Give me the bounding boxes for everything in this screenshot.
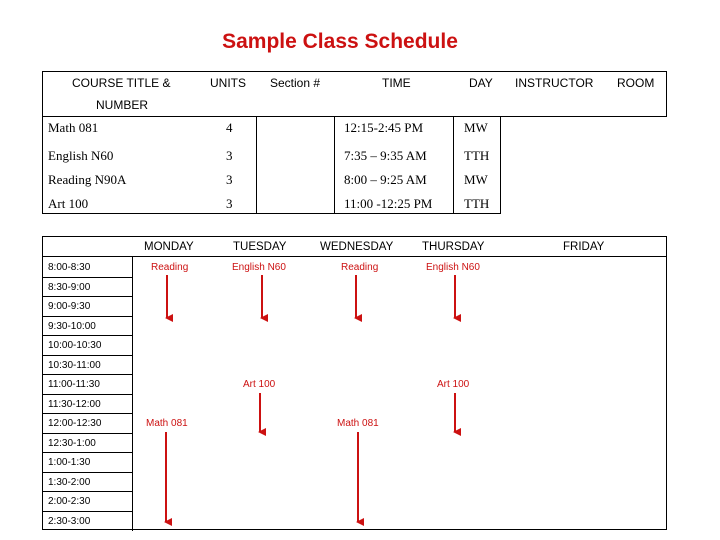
course-row-3-day: MW xyxy=(464,172,488,187)
course-row-4-title: Art 100 xyxy=(48,196,89,211)
time-slot-label: 8:30-9:00 xyxy=(48,282,91,293)
time-slot-label: 8:00-8:30 xyxy=(48,262,91,273)
course-row-3-time: 8:00 – 9:25 AM xyxy=(344,172,427,187)
time-slot-label: 12:30-1:00 xyxy=(48,438,96,449)
course-row-1-day: MW xyxy=(464,120,488,135)
course-row-2-title: English N60 xyxy=(48,148,114,163)
header-course-title: COURSE TITLE & xyxy=(72,76,171,90)
time-slot-label: 9:00-9:30 xyxy=(48,301,91,312)
entry-wednesday-math: Math 081 xyxy=(337,418,379,429)
course-row-1-title: Math 081 xyxy=(48,120,99,135)
entry-tuesday-english: English N60 xyxy=(232,262,286,273)
time-slot-label: 9:30-10:00 xyxy=(48,321,96,332)
time-slot-label: 2:00-2:30 xyxy=(48,496,91,507)
header-instructor: INSTRUCTOR xyxy=(515,76,594,90)
header-units: UNITS xyxy=(210,76,246,90)
course-row-2-units: 3 xyxy=(226,148,233,163)
time-slot-label: 10:30-11:00 xyxy=(48,360,101,371)
header-time: TIME xyxy=(382,76,411,90)
entry-thursday-art: Art 100 xyxy=(437,379,470,390)
time-slot-label: 12:00-12:30 xyxy=(48,418,102,429)
day-header-wednesday: WEDNESDAY xyxy=(320,241,394,253)
header-section: Section # xyxy=(270,76,321,90)
time-slot-label: 1:30-2:00 xyxy=(48,477,91,488)
course-row-4-units: 3 xyxy=(226,196,233,211)
course-row-1-time: 12:15-2:45 PM xyxy=(344,120,424,135)
header-day: DAY xyxy=(469,76,493,90)
course-row-3-units: 3 xyxy=(226,172,233,187)
time-slot-label: 11:30-12:00 xyxy=(48,399,101,410)
time-slot-label: 2:30-3:00 xyxy=(48,516,91,527)
time-slot-label: 10:00-10:30 xyxy=(48,340,102,351)
course-row-3-title: Reading N90A xyxy=(48,172,127,187)
course-row-2-time: 7:35 – 9:35 AM xyxy=(344,148,427,163)
course-row-1-units: 4 xyxy=(226,120,233,135)
entry-wednesday-reading: Reading xyxy=(341,262,379,273)
time-slot-label: 11:00-11:30 xyxy=(48,379,100,390)
day-header-friday: FRIDAY xyxy=(563,241,605,253)
course-row-4-time: 11:00 -12:25 PM xyxy=(344,196,433,211)
header-room: ROOM xyxy=(617,76,655,90)
course-row-2-day: TTH xyxy=(464,148,490,163)
course-row-4-day: TTH xyxy=(464,196,490,211)
entry-monday-reading: Reading xyxy=(151,262,189,273)
day-header-monday: MONDAY xyxy=(144,241,194,253)
entry-tuesday-art: Art 100 xyxy=(243,379,276,390)
header-number: NUMBER xyxy=(96,98,149,112)
day-header-thursday: THURSDAY xyxy=(422,241,485,253)
entry-monday-math: Math 081 xyxy=(146,418,188,429)
entry-thursday-english: English N60 xyxy=(426,262,480,273)
page-title: Sample Class Schedule xyxy=(222,30,458,53)
day-header-tuesday: TUESDAY xyxy=(233,241,287,253)
time-slot-label: 1:00-1:30 xyxy=(48,457,91,468)
